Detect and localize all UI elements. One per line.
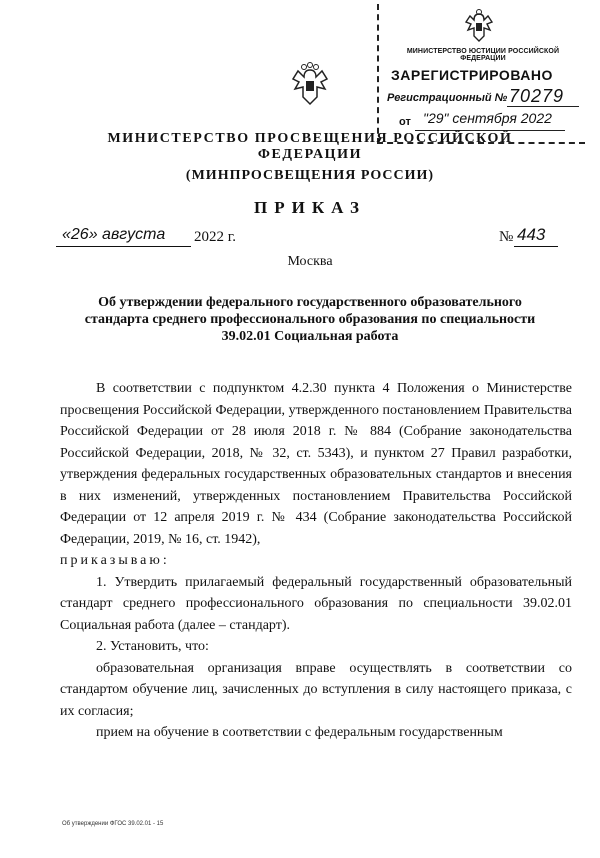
ministry-name: МИНИСТЕРСТВО ПРОСВЕЩЕНИЯ РОССИЙСКОЙ ФЕДЕРАЦИИ [107,131,513,162]
preamble-paragraph: В соответствии с подпунктом 4.2.30 пункта 4 Положения о Министерстве просвещения Российской Федерации, утвержденного постановлением Правительства Российской Федерации от 28 июля 2018 г. № 884 (Собрание законодательства Российской Федерации, 2018, № 32, ст. 5343), и пунктом 27 Правил разработки, утверждения федеральных государственных образовательных стандартов и внесения в них изменений, утвержденных постановлением Правительства Российской Федерации от 12 апреля 2019 г. № 434 (Собрание законодательства Российской Федерации, 2019, № 16, ст. 1942), [60,381,572,547]
stamp-ministry-name: МИНИСТЕРСТВО ЮСТИЦИИ РОССИЙСКОЙ ФЕДЕРАЦИИ [406,48,560,62]
order-number-sign: № [499,229,514,245]
stamp-reg-underline [507,106,579,107]
stamp-reg-number: 70279 [509,86,565,106]
stamp-date-prefix: от [399,116,411,128]
document-type: ПРИКАЗ [254,198,366,217]
page-footer: Об утверждении ФГОС 39.02.01 - 15 [62,821,164,827]
order-year: 2022 г. [194,229,236,245]
order-date: «26» августа [62,226,166,243]
date-underline [56,246,191,247]
coat-of-arms-icon [289,62,331,108]
document-body [60,378,572,744]
eagle-emblem-icon [462,8,496,44]
order-word: приказываю: [60,553,170,568]
item-2-paragraph: 2. Установить, что: [96,639,209,654]
stamp-reg-label: Регистрационный № [387,92,508,104]
number-underline [514,246,558,247]
stamp-date: "29" сентября 2022 [423,110,552,126]
item-1-paragraph: 1. Утвердить прилагаемый федеральный государственный образовательный стандарт среднего профессионального образования по специальности 39.02.01 Социальная работа (далее – стандарт). [60,574,572,633]
city: Москва [287,254,333,269]
ministry-short-name: (МИНПРОСВЕЩЕНИЯ РОССИИ) [185,168,435,183]
stamp-registered-label: ЗАРЕГИСТРИРОВАНО [391,67,553,83]
registration-stamp [377,4,585,144]
document-title: Об утверждении федерального государственного образовательного стандарта среднего профессионального образования по специальности 39.02.01 Социальная работа [84,295,536,344]
order-number: 443 [517,225,546,244]
item-2a-paragraph: образовательная организация вправе осуществлять в соответствии со стандартом обучение лиц, зачисленных до вступления в силу настоящего приказа, с их согласия; [60,660,572,719]
item-2b-paragraph: прием на обучение в соответствии с федеральным государственным [96,725,503,740]
